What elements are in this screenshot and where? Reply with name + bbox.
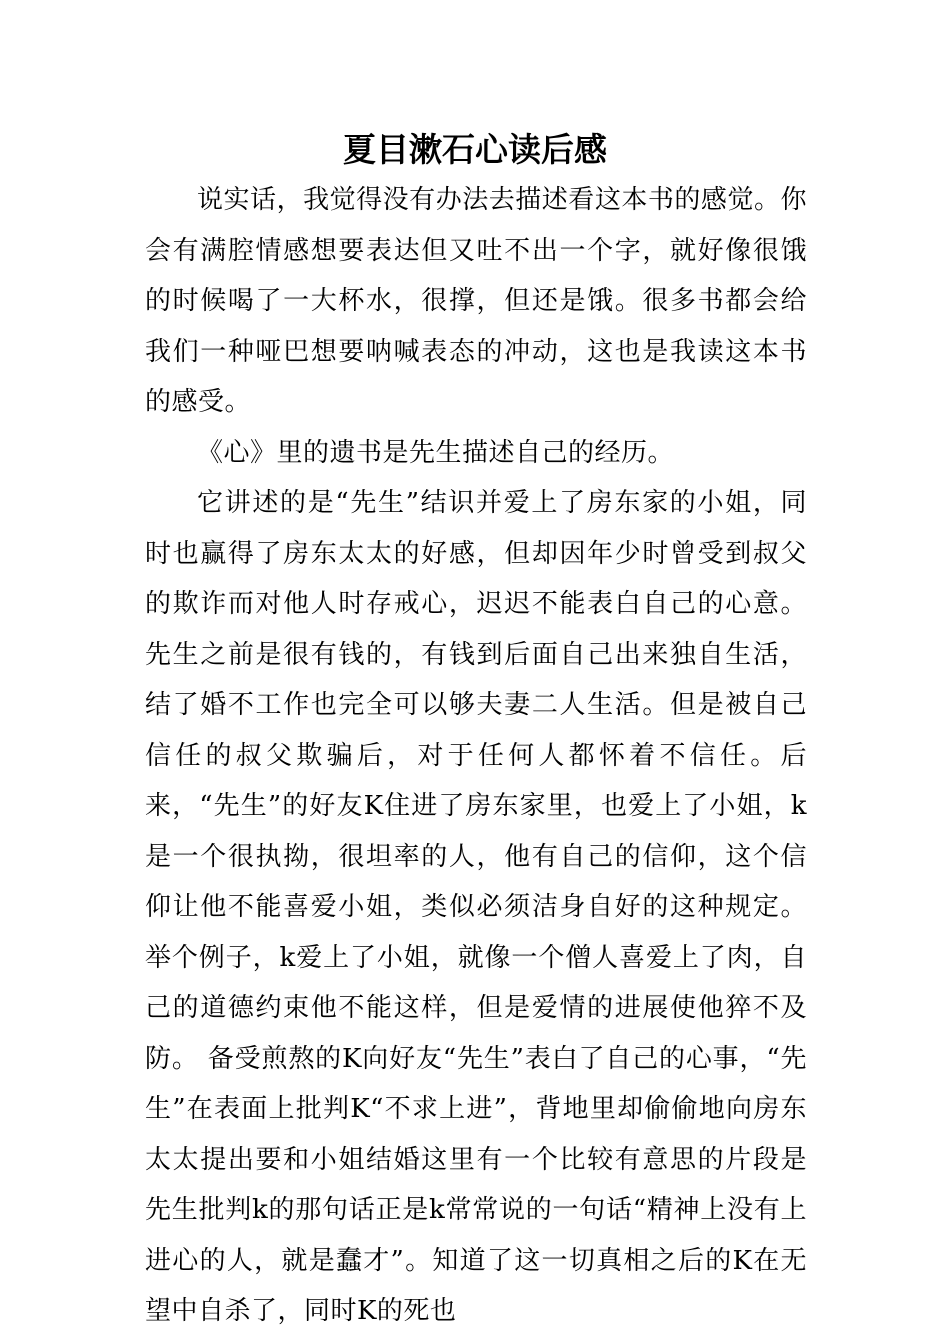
paragraph-1: 说实话，我觉得没有办法去描述看这本书的感觉。你会有满腔情感想要表达但又吐不出一个字，就好像很饿的时候喝了一大杯水，很撑，但还是饿。很多书都会给我们一种哑巴想要呐喊表态的冲动，这也是我读这本书的感受。 [145,185,807,417]
paragraph-2: 《心》里的遗书是先生描述自己的经历。 [197,437,675,468]
paragraph-3: 它讲述的是“先生”结识并爱上了房东家的小姐，同时也赢得了房东太太的好感，但却因年少时曾受到叔父的欺诈而对他人时存戒心，迟迟不能表白自己的心意。先生之前是很有钱的，有钱到后面自己出来独自生活，结了婚不工作也完全可以够夫妻二人生活。但是被自己信任的叔父欺骗后，对于任何人都怀着不信任。后来，“先生”的好友K住进了房东家里，也爱上了小姐，k是一个很执拗，很坦率的人，他有自己的信仰，这个信仰让他不能喜爱小姐，类似必须洁身自好的这种规定。举个例子，k爱上了小姐，就像一个僧人喜爱上了肉，自己的道德约束他不能这样，但是爱情的进展使他猝不及防。 备受煎熬的K向好友“先生”表白了自己的心事，“先生”在表面上批判K“不求上进”，背地里却偷偷地向房东太太提出要和小姐结婚这里有一个比较有意思的片段是先生批判k的那句话正是k常常说的一句话“精神上没有上进心的人，就是蠢才”。知道了这一切真相之后的K在无望中自杀了，同时K的死也 [145,488,807,1326]
document-body [145,175,807,1337]
document-title: 夏目漱石心读后感 [343,130,607,169]
